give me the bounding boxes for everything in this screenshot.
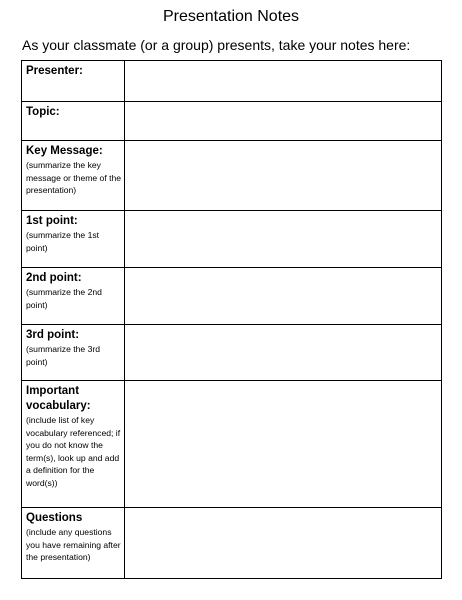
row-1st-point [22, 211, 442, 268]
3rd-point-label: 3rd point: [26, 329, 80, 341]
3rd-point-answer-field[interactable] [125, 325, 442, 381]
key-message-hint: (summarize the key message or theme of the presentation) [26, 160, 122, 196]
row-key-message [22, 141, 442, 211]
presenter-label: Presenter: [26, 65, 83, 77]
presenter-label-cell [22, 61, 125, 102]
row-3rd-point [22, 325, 442, 381]
key-message-label-cell [22, 141, 125, 211]
2nd-point-label-cell [22, 268, 125, 325]
2nd-point-answer-field[interactable] [125, 268, 442, 325]
vocabulary-label-cell [22, 381, 125, 508]
topic-label-cell [22, 102, 125, 141]
questions-label-cell [22, 508, 125, 579]
row-2nd-point [22, 268, 442, 325]
document-title: Presentation Notes [162, 8, 300, 25]
3rd-point-hint: (summarize the 3rd point) [26, 344, 101, 367]
row-topic [22, 102, 442, 141]
vocabulary-hint: (include list of key vocabulary referenced; if you do not know the term(s), look up and add a definition for the word(s)) [26, 415, 121, 488]
key-message-answer-field[interactable] [125, 141, 442, 211]
vocabulary-label: Important vocabulary: [26, 385, 91, 412]
row-vocabulary [22, 381, 442, 508]
row-presenter [22, 61, 442, 102]
2nd-point-label: 2nd point: [26, 272, 82, 284]
1st-point-answer-field[interactable] [125, 211, 442, 268]
topic-answer-field[interactable] [125, 102, 442, 141]
3rd-point-label-cell [22, 325, 125, 381]
key-message-label: Key Message: [26, 145, 103, 157]
vocabulary-answer-field[interactable] [125, 381, 442, 508]
1st-point-label: 1st point: [26, 215, 78, 227]
2nd-point-hint: (summarize the 2nd point) [26, 287, 102, 310]
notes-table [21, 60, 442, 579]
1st-point-hint: (summarize the 1st point) [26, 230, 100, 253]
questions-hint: (include any questions you have remaining after the presentation) [26, 527, 121, 563]
1st-point-label-cell [22, 211, 125, 268]
intro-text: As your classmate (or a group) presents, take your notes here: [22, 37, 411, 53]
questions-answer-field[interactable] [125, 508, 442, 579]
presenter-answer-field[interactable] [125, 61, 442, 102]
row-questions [22, 508, 442, 579]
questions-label: Questions [26, 512, 83, 524]
topic-label: Topic: [26, 106, 60, 118]
